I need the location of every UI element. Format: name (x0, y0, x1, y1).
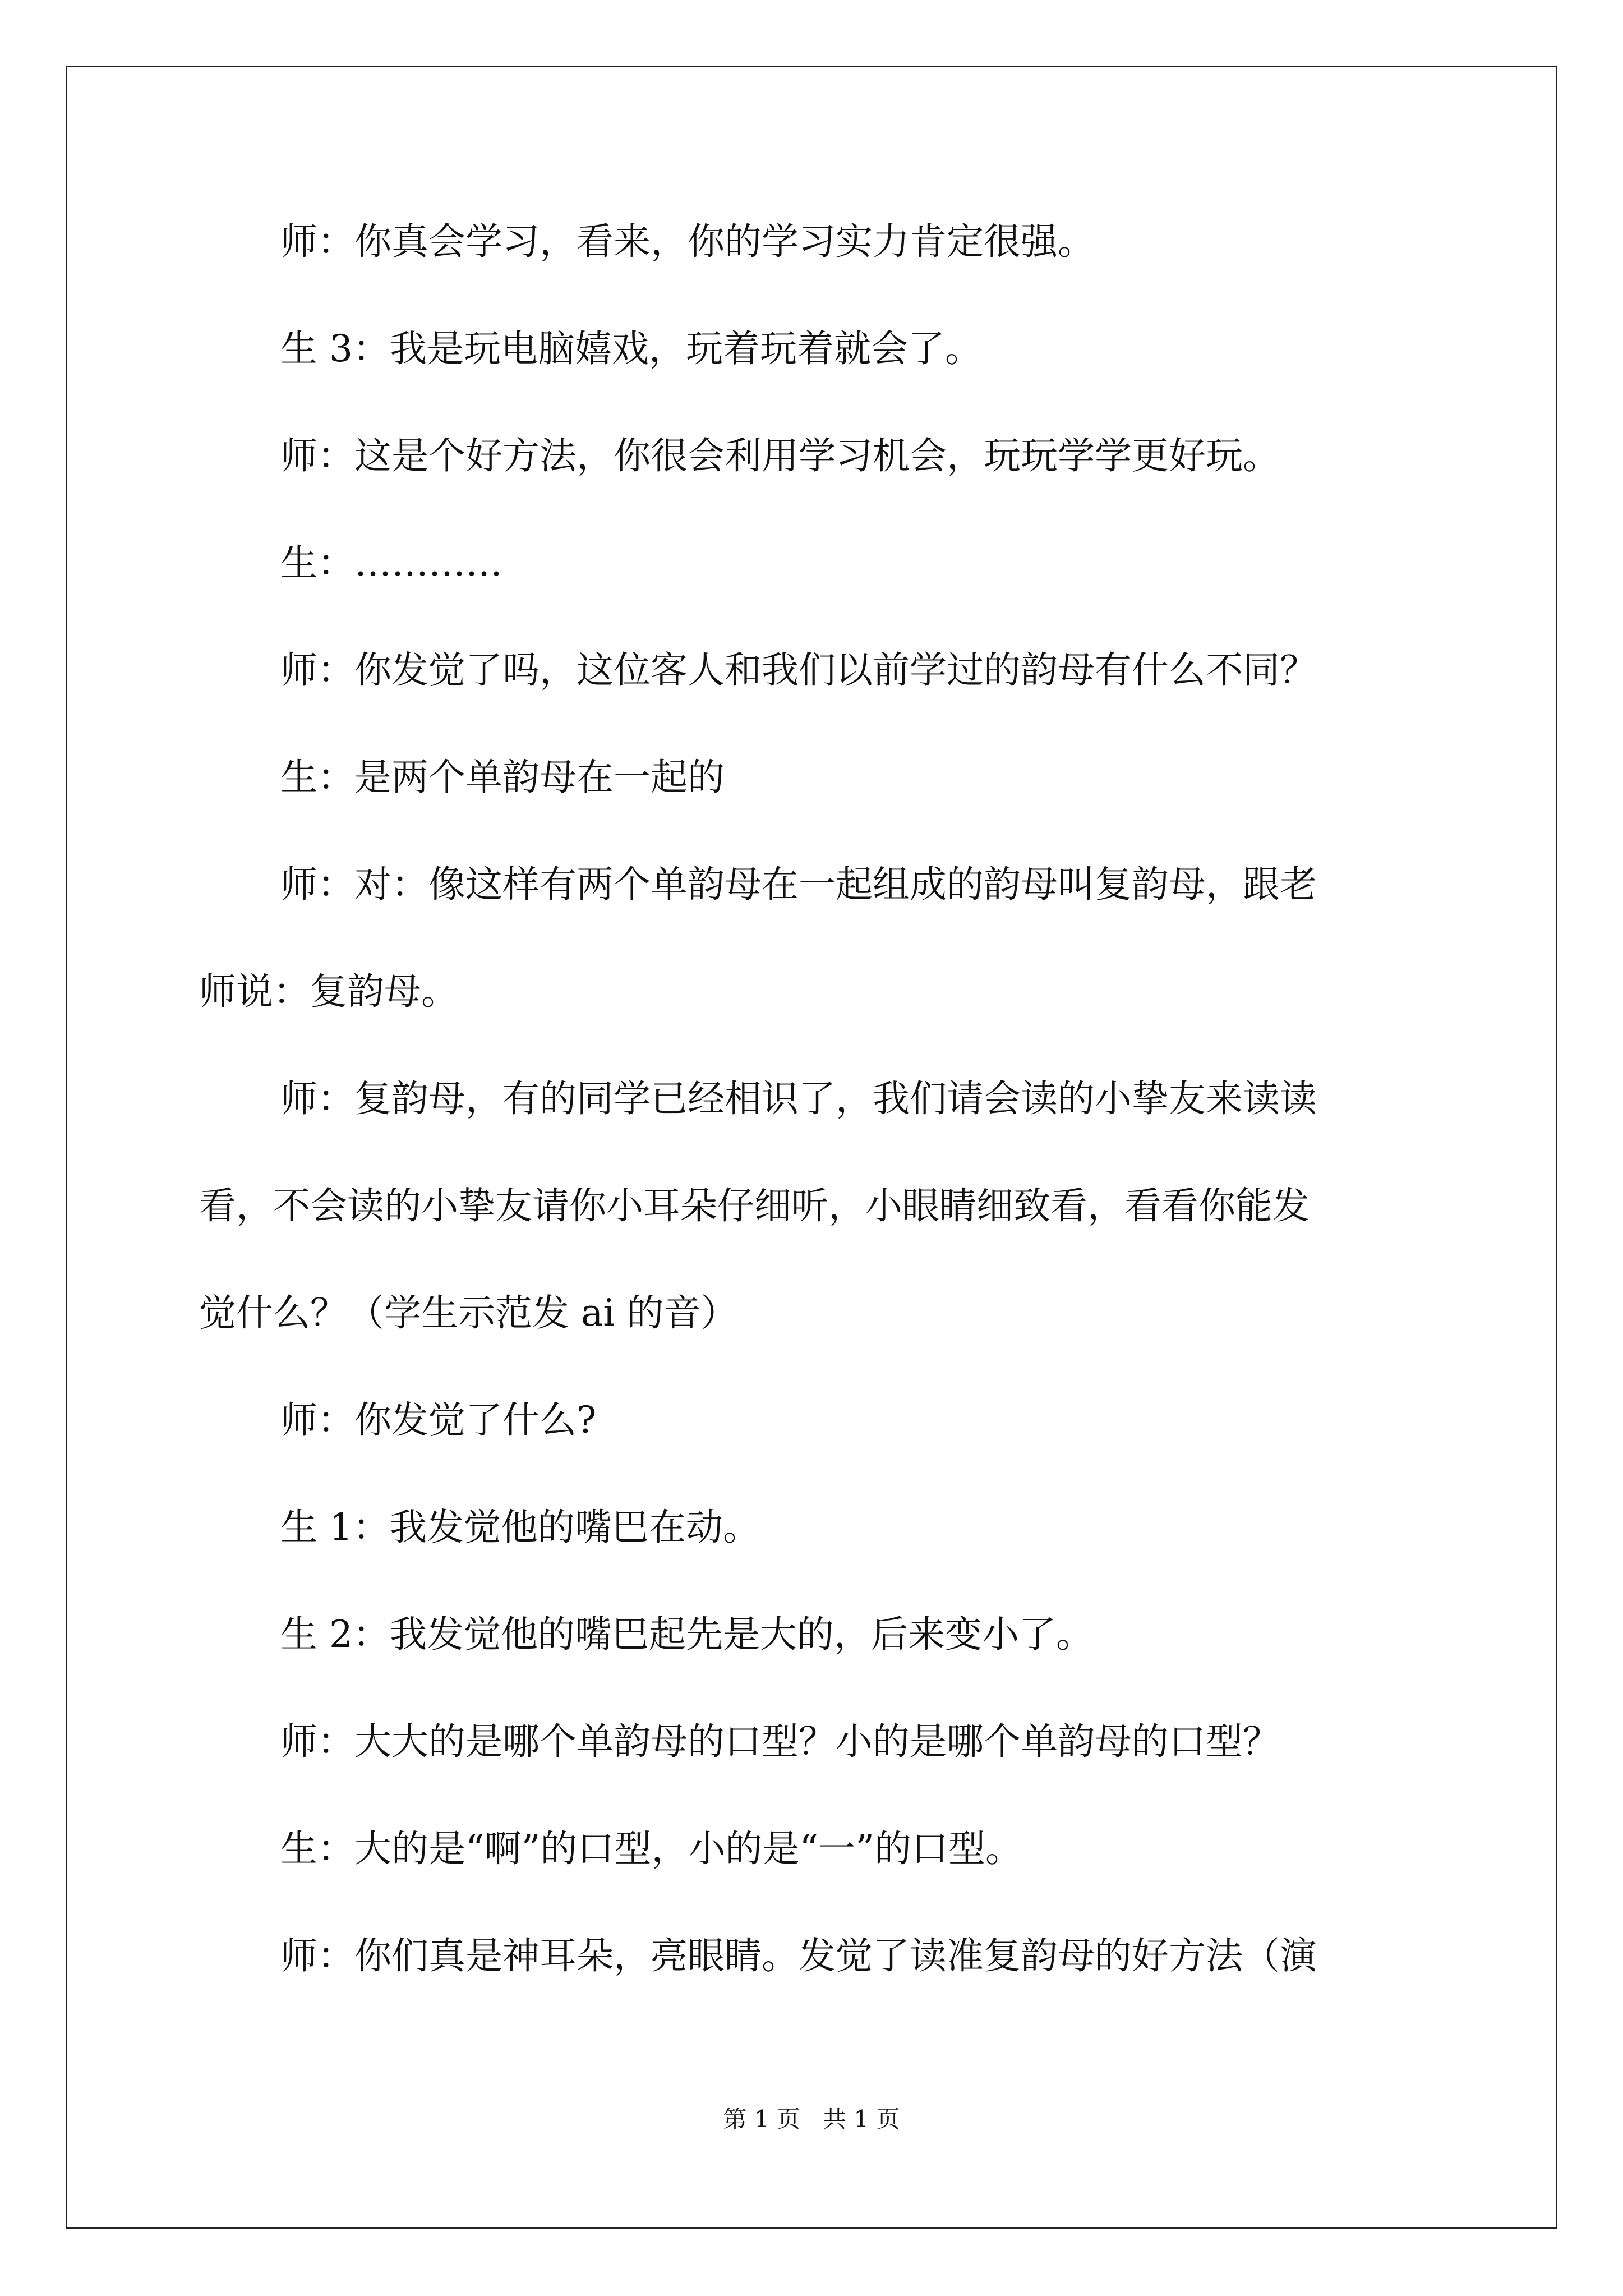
paragraph-line: 看，不会读的小挚友请你小耳朵仔细听，小眼睛细致看，看看你能发 (199, 1184, 1310, 1227)
paragraph-line: 师：复韵母，有的同学已经相识了，我们请会读的小挚友来读读 (280, 1077, 1317, 1120)
paragraph-line: 师：大大的是哪个单韵母的口型？小的是哪个单韵母的口型？ (280, 1720, 1280, 1763)
paragraph-line: 师：你发觉了吗，这位客人和我们以前学过的韵母有什么不同？ (280, 648, 1317, 692)
paragraph-line: 觉什么？（学生示范发 ai 的音） (199, 1291, 738, 1335)
paragraph-line: 生 1：我发觉他的嘴巴在动。 (280, 1506, 760, 1549)
paragraph-line: 生：大的是“啊”的口型，小的是“一”的口型。 (280, 1827, 1022, 1870)
paragraph-line: 生：是两个单韵母在一起的 (280, 756, 725, 799)
document-body (199, 220, 1433, 1977)
paragraph-line: 师说：复韵母。 (199, 970, 458, 1013)
paragraph-line: 师：你发觉了什么? (280, 1398, 597, 1442)
paragraph-line: 师：这是个好方法，你很会利用学习机会，玩玩学学更好玩。 (280, 434, 1280, 477)
paragraph-line: 生 3：我是玩电脑嬉戏，玩着玩着就会了。 (280, 327, 982, 370)
paragraph-line: 生：………… (280, 541, 502, 585)
paragraph-line: 生 2：我发觉他的嘴巴起先是大的，后来变小了。 (280, 1613, 1093, 1656)
paragraph-line: 师：你们真是神耳朵，亮眼睛。发觉了读准复韵母的好方法（演 (280, 1934, 1317, 1977)
paragraph-line: 师：对：像这样有两个单韵母在一起组成的韵母叫复韵母，跟老 (280, 863, 1317, 906)
paragraph-line: 师：你真会学习，看来，你的学习实力肯定很强。 (280, 220, 1095, 263)
page-footer: 第 1 页 共 1 页 (723, 2105, 900, 2133)
